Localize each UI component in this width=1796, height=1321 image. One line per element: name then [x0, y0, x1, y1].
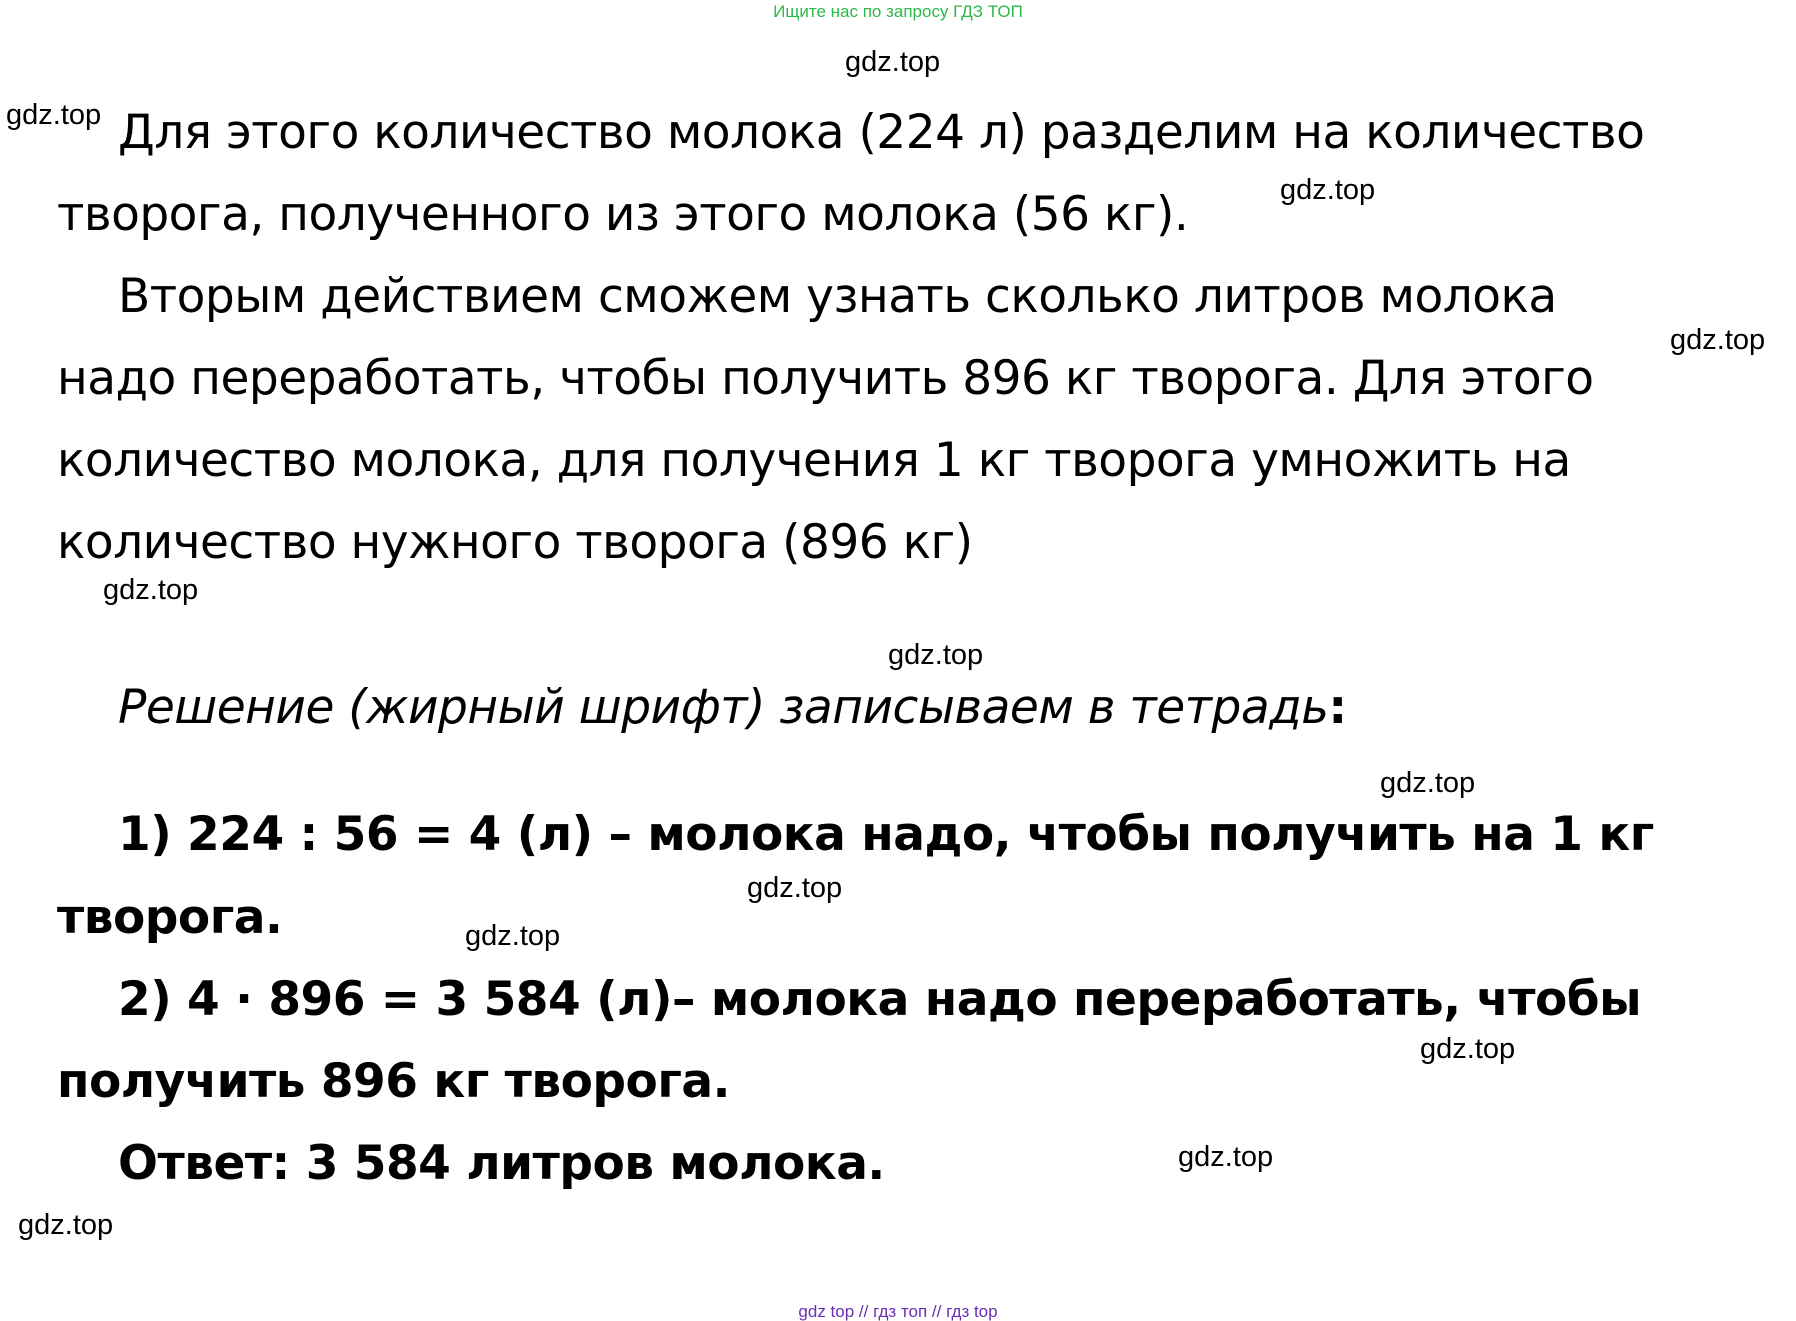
paragraph-2-line-2: надо переработать, чтобы получить 896 кг творога. Для этого — [57, 351, 1594, 406]
watermark: gdz.top — [6, 99, 102, 131]
watermark: gdz.top — [747, 872, 843, 904]
answer: Ответ: 3 584 литров молока. — [118, 1136, 885, 1191]
solution-heading — [118, 680, 1347, 735]
paragraph-2-line-1: Вторым действием сможем узнать сколько литров молока — [118, 269, 1557, 324]
paragraph-2-line-3: количество молока, для получения 1 кг творога умножить на — [57, 433, 1571, 488]
watermark: gdz.top — [888, 639, 984, 671]
watermark: gdz.top — [18, 1209, 114, 1241]
solution-heading-text: Решение (жирный шрифт) записываем в тетрадь — [118, 680, 1329, 735]
watermark: gdz.top — [845, 46, 941, 78]
step-1-line-2: творога. — [57, 890, 283, 945]
paragraph-1-line-1: Для этого количество молока (224 л) разделим на количество — [118, 105, 1645, 160]
watermark: gdz.top — [1280, 174, 1376, 206]
watermark: gdz.top — [1670, 324, 1766, 356]
paragraph-1-line-2: творога, полученного из этого молока (56 кг). — [57, 187, 1189, 242]
step-2-line-2: получить 896 кг творога. — [57, 1054, 730, 1109]
step-2-line-1: 2) 4 · 896 = 3 584 (л)– молока надо переработать, чтобы — [118, 972, 1642, 1027]
paragraph-2-line-4: количество нужного творога (896 кг) — [57, 515, 973, 570]
solution-heading-colon: : — [1328, 680, 1347, 735]
watermark: gdz.top — [1420, 1033, 1516, 1065]
watermark: gdz.top — [103, 574, 199, 606]
step-1-line-1: 1) 224 : 56 = 4 (л) – молока надо, чтобы получить на 1 кг — [118, 807, 1654, 862]
watermark: gdz.top — [465, 920, 561, 952]
watermark: gdz.top — [1178, 1141, 1274, 1173]
top-banner: Ищите нас по запросу ГДЗ ТОП — [773, 2, 1023, 21]
footer-links: gdz top // гдз топ // гдз top — [798, 1302, 998, 1321]
watermark: gdz.top — [1380, 767, 1476, 799]
